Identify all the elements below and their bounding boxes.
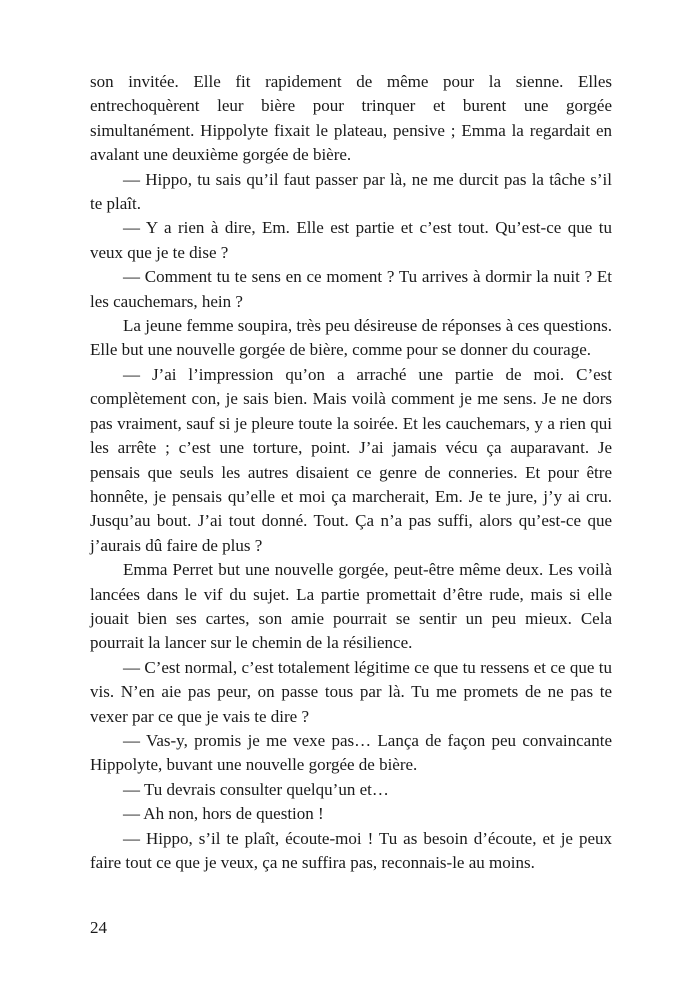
- paragraph: Emma Perret but une nouvelle gorgée, peut-être même deux. Les voilà lancées dans le vif du sujet. La partie promettait d’être rude, mais si elle jouait bien ses cartes, son amie pourrait se sentir un peu mieux. Cela pourrait la lancer sur le chemin de la résilience.: [90, 560, 612, 653]
- paragraph: — Vas-y, promis je me vexe pas… Lança de façon peu convaincante Hippolyte, buvant une nouvelle gorgée de bière.: [90, 730, 612, 775]
- paragraph: La jeune femme soupira, très peu désireuse de réponses à ces questions. Elle but une nouvelle gorgée de bière, comme pour se donner du courage.: [90, 316, 612, 360]
- paragraph: son invitée. Elle fit rapidement de même pour la sienne. Elles entrechoquèrent leur bière pour trinquer et burent une gorgée simultanément. Hippolyte fixait le plateau, pensive ; Emma la regardait en avalant une deuxième gorgée de bière.: [90, 72, 612, 165]
- paragraph: — C’est normal, c’est totalement légitime ce que tu ressens et ce que tu vis. N’en aie pas peur, on passe tous par là. Tu me promets de ne pas te vexer par ce que je vais te dire ?: [90, 657, 612, 726]
- paragraph: — Hippo, s’il te plaît, écoute-moi ! Tu as besoin d’écoute, et je peux faire tout ce que je veux, ça ne suffira pas, reconnais-le au moins.: [90, 828, 612, 872]
- paragraph: — Hippo, tu sais qu’il faut passer par là, ne me durcit pas la tâche s’il te plaît.: [90, 169, 612, 214]
- page-number: 24: [90, 918, 107, 937]
- paragraph: — Tu devrais consulter quelqu’un et…: [123, 779, 389, 799]
- paragraph: — Comment tu te sens en ce moment ? Tu arrives à dormir la nuit ? Et les cauchemars, hein ?: [90, 267, 612, 311]
- paragraph: — Y a rien à dire, Em. Elle est partie et c’est tout. Qu’est-ce que tu veux que je te dise ?: [90, 218, 612, 262]
- paragraph: — Ah non, hors de question !: [123, 804, 324, 824]
- page-text: [90, 70, 612, 875]
- paragraph: — J’ai l’impression qu’on a arraché une partie de moi. C’est complètement con, je sais bien. Mais voilà comment je me sens. Je ne dors pas vraiment, sauf si je pleure toute la soirée. Et les cauchemars, y a rien qui les arrête ; c’est une torture, point. J’ai jamais vécu ça auparavant. Je pensais que seuls les autres disaient ce genre de conneries. Et pour être honnête, je pensais qu’elle et moi ça marcherait, Em. Je te jure, j’y ai cru. Jusqu’au bout. J’ai tout donné. Tout. Ça n’a pas suffi, alors qu’est-ce que j’aurais dû faire de plus ?: [90, 364, 612, 555]
